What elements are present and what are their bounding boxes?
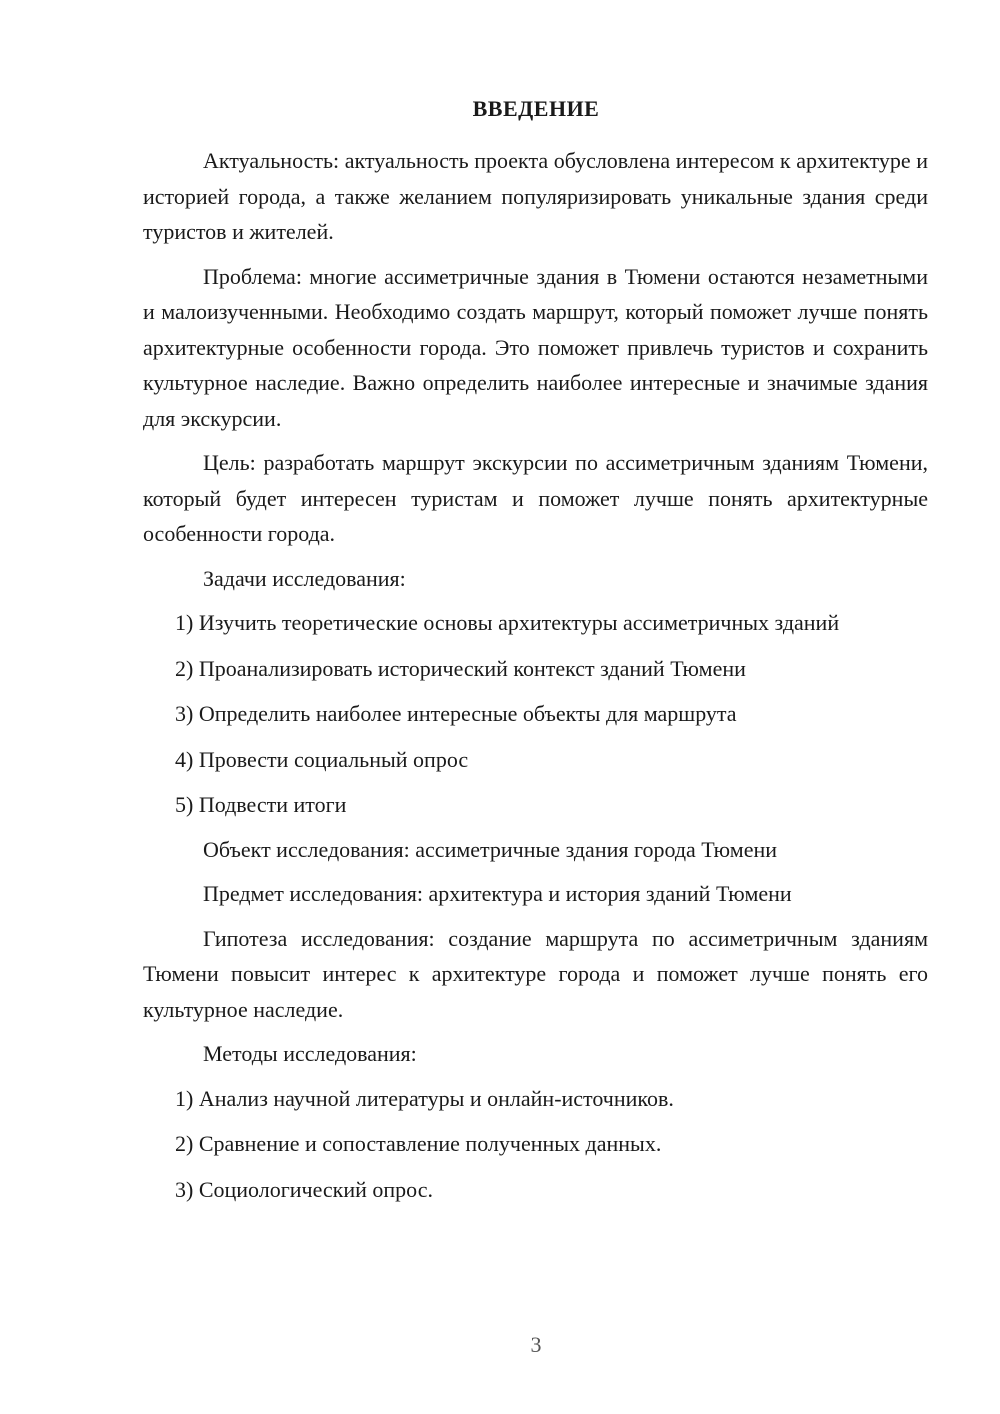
list-item: 5) Подвести итоги [175,792,347,817]
tasks-list [143,605,928,823]
page-number: 3 [530,1332,542,1357]
research-object: Объект исследования: ассиметричные здания города Тюмени [203,836,778,862]
list-item: 1) Анализ научной литературы и онлайн-источников. [175,1085,674,1111]
tasks-title: Задачи исследования: [203,565,406,591]
list-item: 2) Сравнение и сопоставление полученных данных. [175,1131,662,1156]
goal-paragraph: Цель: разработать маршрут экскурсии по ассиметричным зданиям Тюмени, который будет интересен туристам и поможет лучше понять архитектурные особенности города. [143,450,928,546]
document-body [143,143,928,1207]
research-subject: Предмет исследования: архитектура и история зданий Тюмени [203,881,792,906]
list-item: 1) Изучить теоретические основы архитектуры ассиметричных зданий [175,610,840,635]
methods-list [143,1081,928,1208]
page-title: ВВЕДЕНИЕ [472,96,600,121]
hypothesis-paragraph: Гипотеза исследования: создание маршрута по ассиметричным зданиям Тюмени повысит интерес к архитектуре города и поможет лучше понять его культурное наследие. [143,925,928,1022]
methods-title: Методы исследования: [203,1041,417,1066]
problem-paragraph: Проблема: многие ассиметричные здания в Тюмени остаются незаметными и малоизученными. Необходимо создать маршрут, который поможет лучше понять архитектурные особенности города. Это поможет привлечь туристов и сохранить культурное наследие. Важно определить наиболее интересные и значимые здания для экскурсии. [143,263,928,431]
list-item: 2) Проанализировать исторический контекст зданий Тюмени [175,655,746,681]
relevance-paragraph: Актуальность: актуальность проекта обусловлена интересом к архитектуре и историей города, а также желанием популяризировать уникальные здания среди туристов и жителей. [143,148,928,244]
list-item: 3) Определить наиболее интересные объекты для маршрута [175,701,737,726]
list-item: 4) Провести социальный опрос [175,746,469,772]
list-item: 3) Социологический опрос. [175,1176,433,1202]
